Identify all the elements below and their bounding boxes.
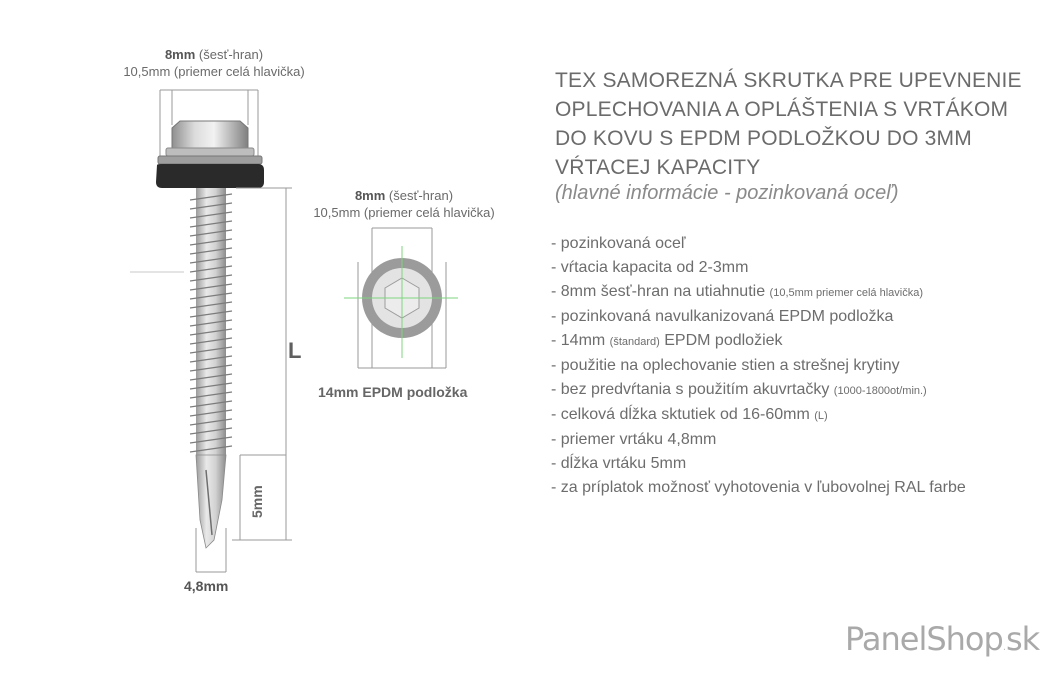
feature-item: - pozinkovaná navulkanizovaná EPDM podložka bbox=[551, 308, 894, 325]
feature-item: - 14mm (štandard) EPDM podložiek bbox=[551, 332, 783, 349]
feature-item: - za príplatok možnosť vyhotovenia v ľubovolnej RAL farbe bbox=[551, 479, 966, 496]
logo-name: PanelShop bbox=[845, 620, 1003, 658]
screw-top-view-icon bbox=[344, 228, 458, 368]
feature-item: - priemer vrtáku 4,8mm bbox=[551, 431, 717, 448]
center-hex-size: 8mm bbox=[354, 188, 386, 203]
screw-shank bbox=[190, 188, 232, 548]
center-hex-dimension bbox=[294, 187, 514, 221]
logo-tld: sk bbox=[1006, 620, 1040, 658]
drill-length-label: 5mm bbox=[249, 485, 265, 518]
length-label: L bbox=[288, 338, 302, 363]
feature-item: - bez predvŕtania s použitím akuvrtačky (1000-1800ot/min.) bbox=[551, 381, 927, 398]
panelshop-logo bbox=[845, 620, 1039, 658]
center-head-diameter: 10,5mm (priemer celá hlavička) bbox=[313, 205, 495, 220]
left-hex-size: 8mm bbox=[164, 47, 196, 62]
product-subtitle: (hlavné informácie - pozinkovaná oceľ) bbox=[555, 182, 899, 204]
left-head-diameter: 10,5mm (priemer celá hlavička) bbox=[123, 64, 305, 79]
feature-item: - pozinkovaná oceľ bbox=[551, 235, 686, 252]
drill-diameter-label: 4,8mm bbox=[184, 578, 229, 594]
feature-item: - 8mm šesť-hran na utiahnutie (10,5mm priemer celá hlavička) bbox=[551, 283, 923, 300]
product-title: TEX SAMOREZNÁ SKRUTKA PRE UPEVNENIE OPLECHOVANIA A OPLÁŠTENIA S VRTÁKOM DO KOVU S EPDM PODLOŽKOU DO 3MM VŔTACEJ KAPACITY bbox=[555, 69, 1022, 179]
feature-item: - vŕtacia kapacita od 2-3mm bbox=[551, 259, 749, 276]
left-hex-label: (šesť-hran) bbox=[198, 47, 264, 62]
screw-head bbox=[156, 121, 264, 188]
left-hex-dimension bbox=[104, 46, 324, 80]
logo-dot: . bbox=[1002, 642, 1006, 653]
center-hex-label: (šesť-hran) bbox=[388, 188, 454, 203]
washer-label: 14mm EPDM podložka bbox=[318, 384, 468, 400]
feature-item: - celková dĺžka sktutiek od 16-60mm (L) bbox=[551, 406, 828, 423]
feature-list bbox=[551, 232, 1011, 500]
feature-item: - použitie na oplechovanie stien a strešnej krytiny bbox=[551, 357, 900, 374]
feature-item: - dĺžka vrtáku 5mm bbox=[551, 455, 687, 472]
